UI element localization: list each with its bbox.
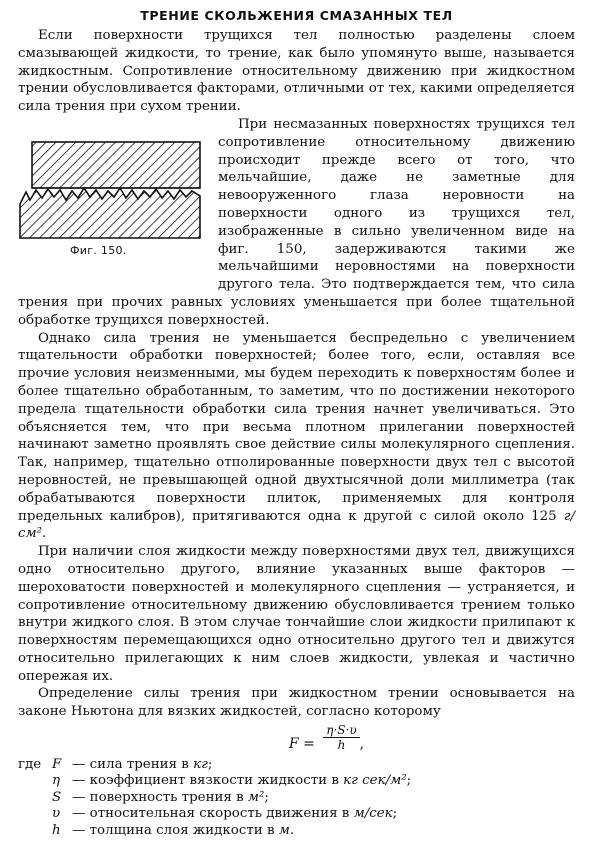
legend-row xyxy=(18,773,575,789)
pressure-unit: г/см² xyxy=(18,508,575,542)
legend-symbol: η xyxy=(52,773,61,789)
legend-row xyxy=(18,806,575,822)
formula-fraction xyxy=(323,723,359,752)
legend-row xyxy=(18,823,575,839)
legend-text: — коэффициент вязкости жидкости в кг сек/м²; xyxy=(72,773,412,789)
paragraph-2-text: При несмазанных поверхностях трущихся тел сопротивление относительному движению происходит прежде всего от того, что мельчайшие, даже не заметные для невооруженного глаза неровности на поверхности одного из трущихся тел, изображенные в сильно увеличенном виде на фиг. 150, задерживаются такими же мельчайшими неровностями на поверхности другого тела. Это подтверждается тем, что сила трения при прочих равных условиях уменьшается при более тщательной обработке трущихся поверхностей. xyxy=(18,116,575,328)
surface-roughness-figure xyxy=(18,140,206,240)
legend-symbol: S xyxy=(52,789,62,805)
legend-text: — поверхность трения в м²; xyxy=(72,789,269,805)
figure-150 xyxy=(18,118,208,288)
upper-body xyxy=(32,142,200,188)
newton-formula xyxy=(78,723,575,755)
legend-symbol: F xyxy=(52,757,62,773)
legend-row xyxy=(18,790,575,806)
paragraph-3 xyxy=(18,330,575,544)
paragraph-3-text: Однако сила трения не уменьшается беспредельно с увеличением тщательности обработки поверхностей; более того, если, оставляя все прочие условия неизменными, мы будем переходить к поверхностям более и более тщательно обработанным, то заметим, что по достижении некоторого предела тщательности обработки сила трения начнет увеличиваться. Это объясняется тем, что при весьма плотном прилегании поверхностей начинают заметно проявлять свое действие силы молекулярного сцепления. Так, например, тщательно отполированные поверхности двух тел с высотой неровностей, не превышающей одной двухтысячной доли миллиметра (так обрабатываются поверхности плиток, применяемых для контроля предельных калибров), притягиваются одна к другой с силой около 125 xyxy=(18,330,575,524)
formula-numerator: η·S·υ xyxy=(323,723,359,738)
paragraph-5: Определение силы трения при жидкостном трении основывается на законе Ньютона для вязких жидкостей, согласно которому xyxy=(18,686,575,720)
legend-symbol: h xyxy=(52,822,61,838)
legend-intro: где xyxy=(18,757,42,773)
paragraph-2 xyxy=(18,116,575,330)
variable-legend xyxy=(18,757,575,839)
legend-text: — сила трения в кг; xyxy=(72,757,213,773)
formula-denominator: h xyxy=(337,738,346,753)
paragraph-3-end: . xyxy=(41,526,47,542)
figure-caption: Фиг. 150. xyxy=(70,243,127,257)
legend-row xyxy=(18,757,575,773)
section-title: ТРЕНИЕ СКОЛЬЖЕНИЯ СМАЗАННЫХ ТЕЛ xyxy=(140,8,453,23)
formula-lhs: F = xyxy=(288,735,315,752)
formula-trail: , xyxy=(359,735,365,752)
legend-symbol: υ xyxy=(52,806,61,822)
paragraph-4: При наличии слоя жидкости между поверхностями двух тел, движущихся одно относительно другого, влияние указанных выше факторов — шероховатости поверхностей и молекулярного сцепления — устраняется, и сопротивление относительному движению обусловливается трением только внутри жидкого слоя. В этом случае тончайшие слои жидкости прилипают к поверхностям перемещающихся одно относительно другого тел и движутся относительно прилегающих к ним слоев жидкости, увлекая и частично опережая их. xyxy=(18,544,575,684)
lower-body-rough-surface xyxy=(20,188,200,238)
paragraph-1: Если поверхности трущихся тел полностью разделены слоем смазывающей жидкости, то трение, как было упомянуто выше, называется жидкостным. Сопротивление относительному движению при жидкостном трении обусловливается факторами, отличными от тех, какими определяется сила трения при сухом трении. xyxy=(18,28,575,115)
legend-text: — относительная скорость движения в м/сек; xyxy=(72,806,398,822)
legend-text: — толщина слоя жидкости в м. xyxy=(72,822,295,838)
